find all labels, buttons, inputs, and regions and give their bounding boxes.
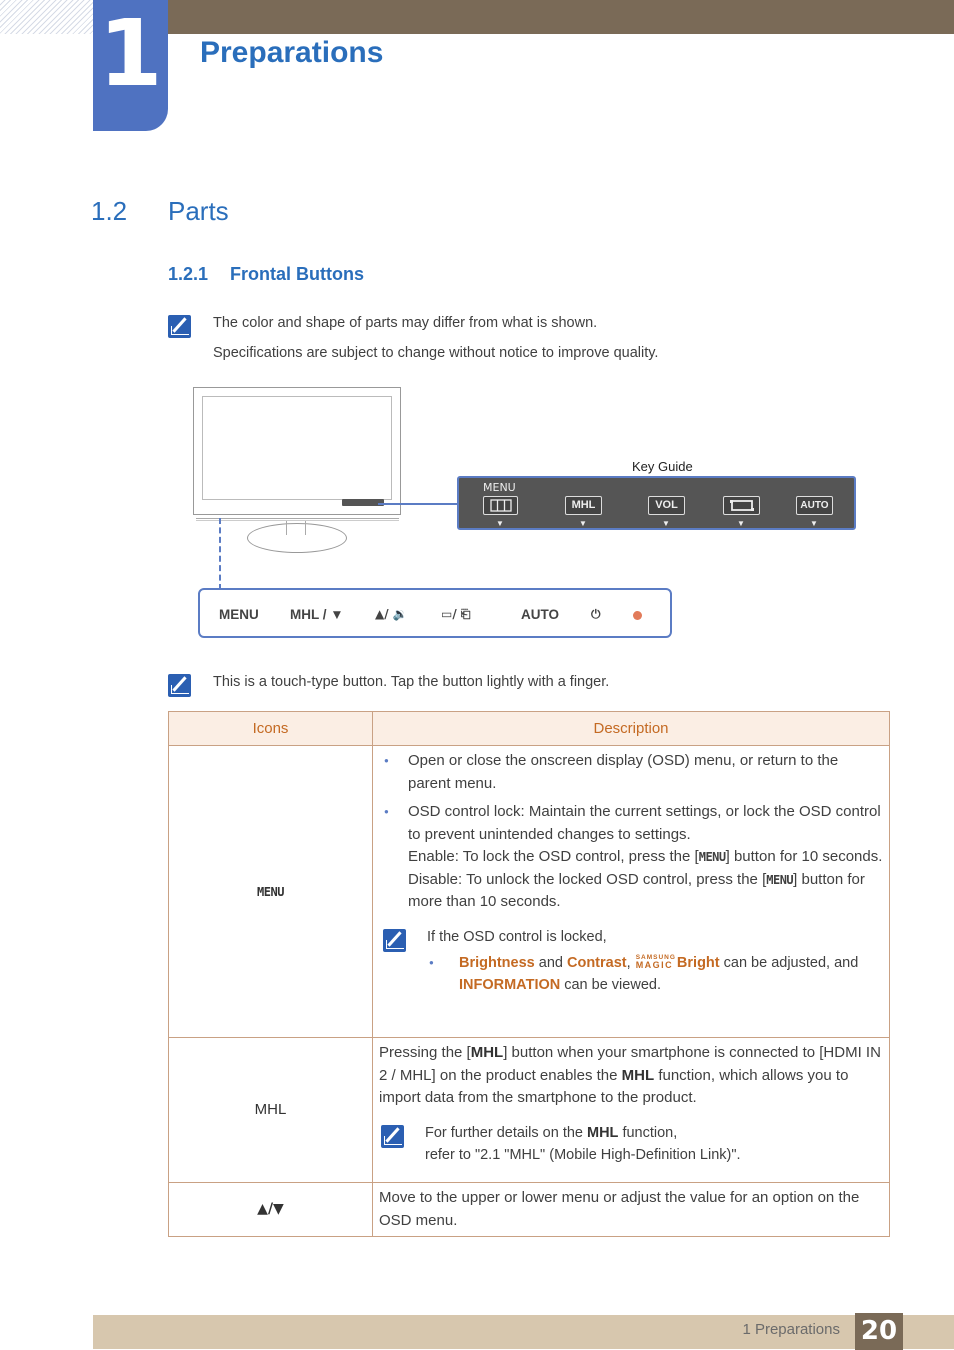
table-cell-icon [169, 1183, 373, 1237]
enable-text-end: ] button for 10 seconds. [725, 848, 883, 865]
source-icon [730, 499, 754, 512]
table-cell-description [373, 1183, 890, 1237]
list-item-text: OSD control lock: Maintain the current settings, or lock the OSD control to prevent unintended changes to settings. [408, 803, 881, 843]
front-auto-button: AUTO [521, 607, 560, 622]
key-guide-arrow-icon: ▼ [737, 519, 745, 528]
key-guide-auto-key: AUTO [796, 496, 833, 515]
section-number: 1.2 [91, 196, 128, 226]
osd-lock-note [379, 926, 883, 996]
table-cell-description [373, 746, 890, 1038]
buttons-table [168, 711, 890, 1237]
text-comma: , [626, 954, 635, 971]
note-icon [383, 929, 406, 952]
note-icon [381, 1125, 404, 1148]
mhl-note-reference: refer to "2.1 "MHL" (Mobile High-Definition Link)". [425, 1146, 741, 1163]
power-icon: ⏻ [591, 607, 601, 621]
subsection-number: 1.2.1 [168, 264, 209, 284]
text-end: can be viewed. [560, 976, 661, 993]
table-cell-description [373, 1038, 890, 1183]
table-row-menu [169, 746, 890, 1038]
key-guide-arrow-icon: ▼ [810, 519, 818, 528]
text-and: and [534, 954, 567, 971]
subsection-title: Frontal Buttons [230, 264, 364, 284]
mhl-description: Pressing the [MHL] button when your smartphone is connected to [HDMI IN 2 / MHL] on the product enables the MHL function, which allows you to import data from the smartphone to the product. [379, 1044, 881, 1106]
front-panel-buttons [198, 588, 672, 638]
key-guide-label: Key Guide [632, 459, 693, 474]
text-mid: can be adjusted, and [719, 954, 859, 971]
note-icon [168, 315, 191, 338]
front-up-volume-button: ▲/ 🔉 [375, 607, 408, 621]
header-bar [168, 0, 954, 34]
key-guide-vol-key: VOL [648, 496, 685, 515]
table-header-description: Description [373, 712, 890, 746]
key-guide-panel [457, 476, 856, 530]
list-item [379, 801, 883, 914]
contrast-label: Contrast [567, 954, 627, 971]
front-menu-button: MENU [219, 607, 259, 622]
menu-grid-icon [490, 499, 512, 512]
key-guide-mhl-key: MHL [565, 496, 602, 515]
list-item-text: Open or close the onscreen display (OSD) menu, or return to the parent menu. [408, 752, 839, 792]
menu-key-inline: MENU [766, 872, 794, 887]
monitor-screen [202, 396, 392, 500]
footer-chapter: 1 Preparations [742, 1321, 840, 1338]
monitor-stand-neck [286, 521, 306, 535]
monitor-outline [193, 387, 401, 515]
mhl-key-label: MHL [254, 1100, 287, 1118]
connector-line-front-panel [219, 518, 221, 590]
menu-key-label: MENU [257, 884, 284, 899]
table-row-mhl [169, 1038, 890, 1183]
table-header-icons: Icons [169, 712, 373, 746]
up-down-arrows-icon: ▲/▼ [257, 1201, 284, 1218]
chapter-title: Preparations [200, 36, 384, 69]
chapter-number-tab: 1 [93, 0, 168, 131]
table-cell-icon [169, 746, 373, 1038]
note-intro: If the OSD control is locked, [427, 928, 607, 945]
power-led-icon [633, 611, 642, 620]
magicbright-label: Bright [676, 954, 720, 971]
table-row-updown [169, 1183, 890, 1237]
key-guide-menu-label: MENU [483, 481, 516, 494]
table-header-row [169, 712, 890, 746]
note-text-touch: This is a touch-type button. Tap the button lightly with a finger. [213, 674, 610, 690]
disable-text-end: ] button for more than 10 seconds. [408, 870, 865, 910]
list-item [379, 750, 883, 795]
updown-description: Move to the upper or lower menu or adjust the value for an option on the OSD menu. [379, 1189, 860, 1229]
key-guide-source-key [723, 496, 760, 515]
note-text-specs: Specifications are subject to change without notice to improve quality. [213, 345, 659, 361]
note-icon [168, 674, 191, 697]
mhl-note: For further details on the MHL function, refer to "2.1 "MHL" (Mobile High-Definition Link)". [379, 1122, 883, 1166]
key-guide-arrow-icon: ▼ [662, 519, 670, 528]
front-mhl-down-button: MHL / ▼ [290, 607, 344, 622]
list-item [427, 952, 883, 996]
section-title: Parts [168, 196, 229, 226]
key-guide-arrow-icon: ▼ [496, 519, 504, 528]
header-hatch-pattern [0, 0, 93, 34]
note-text-color: The color and shape of parts may differ from what is shown. [213, 315, 598, 331]
menu-key-inline: MENU [698, 850, 726, 864]
key-guide-arrow-icon: ▼ [579, 519, 587, 528]
disable-text: Disable: To unlock the locked OSD control, press the [ [408, 870, 767, 888]
front-source-enter-button: ▭/ ⎗ [441, 607, 471, 621]
information-label: INFORMATION [459, 976, 561, 993]
samsung-magic-logo: SAMSUNG MAGIC [635, 953, 676, 971]
table-cell-icon [169, 1038, 373, 1183]
key-guide-menu-key [483, 496, 518, 515]
brightness-label: Brightness [459, 954, 535, 971]
connector-line-key-guide [378, 503, 458, 505]
enable-text: Enable: To lock the OSD control, press the [ [408, 848, 699, 865]
page-number: 20 [855, 1313, 903, 1350]
